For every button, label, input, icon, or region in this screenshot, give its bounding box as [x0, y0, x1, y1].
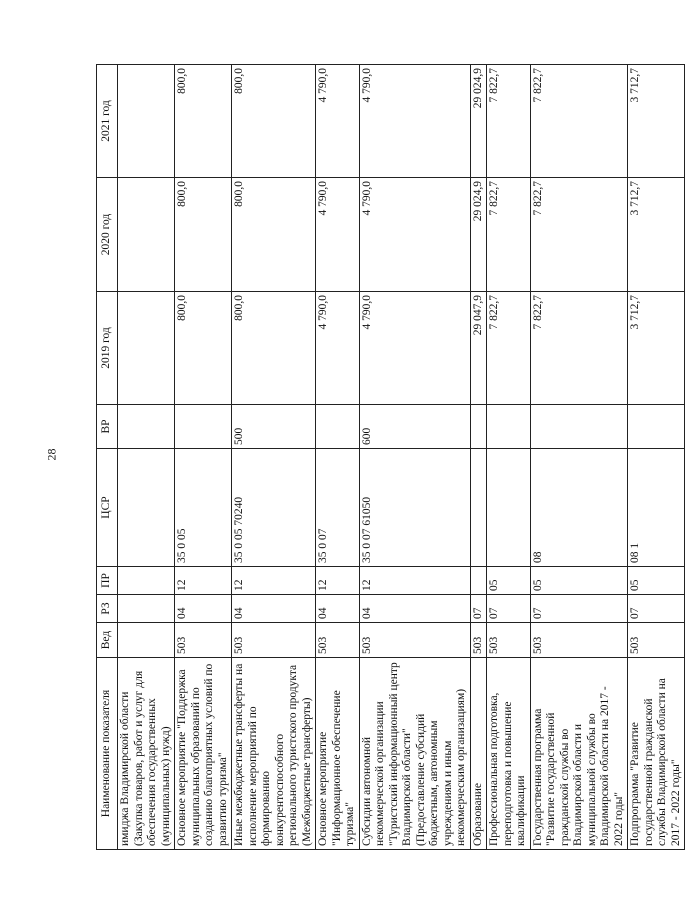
cell-rz: 07	[530, 595, 628, 623]
cell-name: Профессиональная подготовка, переподготовка и повышение квалификации	[487, 658, 531, 850]
cell-ved: 503	[359, 623, 470, 658]
cell-pr: 12	[359, 567, 470, 595]
header-2019: 2019 год	[97, 292, 118, 405]
cell-name: Основное мероприятие "Информационное обеспечение туризма"	[316, 658, 360, 850]
header-2021: 2021 год	[97, 65, 118, 178]
header-pr: ПР	[97, 567, 118, 595]
cell-ved: 503	[530, 623, 628, 658]
cell-2021: 4 790,0	[359, 65, 470, 178]
cell-pr: 05	[530, 567, 628, 595]
cell-rz: 07	[487, 595, 531, 623]
header-name: Наименование показателя	[97, 658, 118, 850]
header-vr: ВР	[97, 405, 118, 449]
cell-ved: 503	[628, 623, 685, 658]
table-row	[470, 65, 487, 850]
budget-table	[96, 64, 685, 850]
cell-rz: 04	[316, 595, 360, 623]
cell-pr: 12	[232, 567, 316, 595]
cell-2020	[118, 178, 175, 292]
cell-2021: 7 822,7	[530, 65, 628, 178]
table-row	[175, 65, 232, 850]
cell-vr	[175, 405, 232, 449]
cell-2019: 4 790,0	[359, 292, 470, 405]
cell-2019: 7 822,7	[530, 292, 628, 405]
cell-2019: 800,0	[232, 292, 316, 405]
cell-2019: 7 822,7	[487, 292, 531, 405]
cell-csr: 35 0 07	[316, 449, 360, 567]
cell-ved: 503	[175, 623, 232, 658]
cell-2021: 29 024,9	[470, 65, 487, 178]
cell-2020: 800,0	[175, 178, 232, 292]
cell-pr: 05	[628, 567, 685, 595]
cell-2020: 29 024,9	[470, 178, 487, 292]
cell-2019: 3 712,7	[628, 292, 685, 405]
budget-table-sheet	[96, 65, 682, 850]
cell-csr: 35 0 07 61050	[359, 449, 470, 567]
cell-2019: 800,0	[175, 292, 232, 405]
cell-pr: 12	[175, 567, 232, 595]
table-row	[316, 65, 360, 850]
cell-2019	[118, 292, 175, 405]
cell-2019: 4 790,0	[316, 292, 360, 405]
cell-ved	[118, 623, 175, 658]
cell-ved: 503	[487, 623, 531, 658]
cell-vr	[470, 405, 487, 449]
cell-vr: 500	[232, 405, 316, 449]
cell-2020: 7 822,7	[487, 178, 531, 292]
cell-name: Основное мероприятие "Поддержка муниципальных образований по созданию благоприятных условий по развитию туризма"	[175, 658, 232, 850]
rotated-page	[96, 65, 682, 850]
cell-ved: 503	[232, 623, 316, 658]
cell-csr: 35 0 05	[175, 449, 232, 567]
cell-csr	[470, 449, 487, 567]
cell-2020: 800,0	[232, 178, 316, 292]
cell-2021	[118, 65, 175, 178]
cell-pr	[118, 567, 175, 595]
cell-rz: 04	[359, 595, 470, 623]
cell-rz: 07	[470, 595, 487, 623]
cell-rz: 07	[628, 595, 685, 623]
cell-csr: 08	[530, 449, 628, 567]
header-ved: Вед	[97, 623, 118, 658]
cell-ved: 503	[316, 623, 360, 658]
cell-vr	[487, 405, 531, 449]
cell-2021: 4 790,0	[316, 65, 360, 178]
cell-name: Подпрограмма "Развитие государственной гражданской службы Владимирской области на 2017 - 2022 годы"	[628, 658, 685, 850]
cell-2020: 7 822,7	[530, 178, 628, 292]
cell-vr	[628, 405, 685, 449]
cell-name: Иные межбюджетные трансферты на исполнение мероприятий по формированию конкурентоспособного регионального туристского продукта (Межбюджетные трансферты)	[232, 658, 316, 850]
header-csr: ЦСР	[97, 449, 118, 567]
cell-vr: 600	[359, 405, 470, 449]
cell-pr: 12	[316, 567, 360, 595]
cell-2020: 4 790,0	[316, 178, 360, 292]
table-row	[487, 65, 531, 850]
cell-csr	[118, 449, 175, 567]
header-rz: РЗ	[97, 595, 118, 623]
cell-2020: 4 790,0	[359, 178, 470, 292]
cell-rz	[118, 595, 175, 623]
table-row	[232, 65, 316, 850]
cell-csr: 35 0 05 70240	[232, 449, 316, 567]
cell-name: Образование	[470, 658, 487, 850]
cell-name: имиджа Владимирской области (Закупка товаров, работ и услуг для обеспечения государственных (муниципальных) нужд)	[118, 658, 175, 850]
cell-2021: 800,0	[232, 65, 316, 178]
table-row	[359, 65, 470, 850]
cell-name: Субсидии автономной некоммерческой организации "Туристский информационный центр Владимирской области" (Предоставление субсидий бюджетным, автономным учреждениям и иным некоммерческим организациям)	[359, 658, 470, 850]
cell-2019: 29 047,9	[470, 292, 487, 405]
cell-2021: 7 822,7	[487, 65, 531, 178]
cell-pr: 05	[487, 567, 531, 595]
cell-2021: 3 712,7	[628, 65, 685, 178]
cell-vr	[530, 405, 628, 449]
table-row	[530, 65, 628, 850]
cell-vr	[316, 405, 360, 449]
header-2020: 2020 год	[97, 178, 118, 292]
cell-csr: 08 1	[628, 449, 685, 567]
cell-csr	[487, 449, 531, 567]
table-row	[628, 65, 685, 850]
cell-2021: 800,0	[175, 65, 232, 178]
cell-2020: 3 712,7	[628, 178, 685, 292]
table-row	[118, 65, 175, 850]
cell-vr	[118, 405, 175, 449]
cell-pr	[470, 567, 487, 595]
table-header-row	[97, 65, 118, 850]
cell-rz: 04	[232, 595, 316, 623]
table-body	[118, 65, 685, 850]
cell-ved: 503	[470, 623, 487, 658]
page-number: 28	[44, 448, 59, 461]
cell-name: Государственная программа "Развитие государственной гражданской службы во Владимирской области и муниципальной службы во Владимирской области на 2017 - 2022 годы"	[530, 658, 628, 850]
cell-rz: 04	[175, 595, 232, 623]
